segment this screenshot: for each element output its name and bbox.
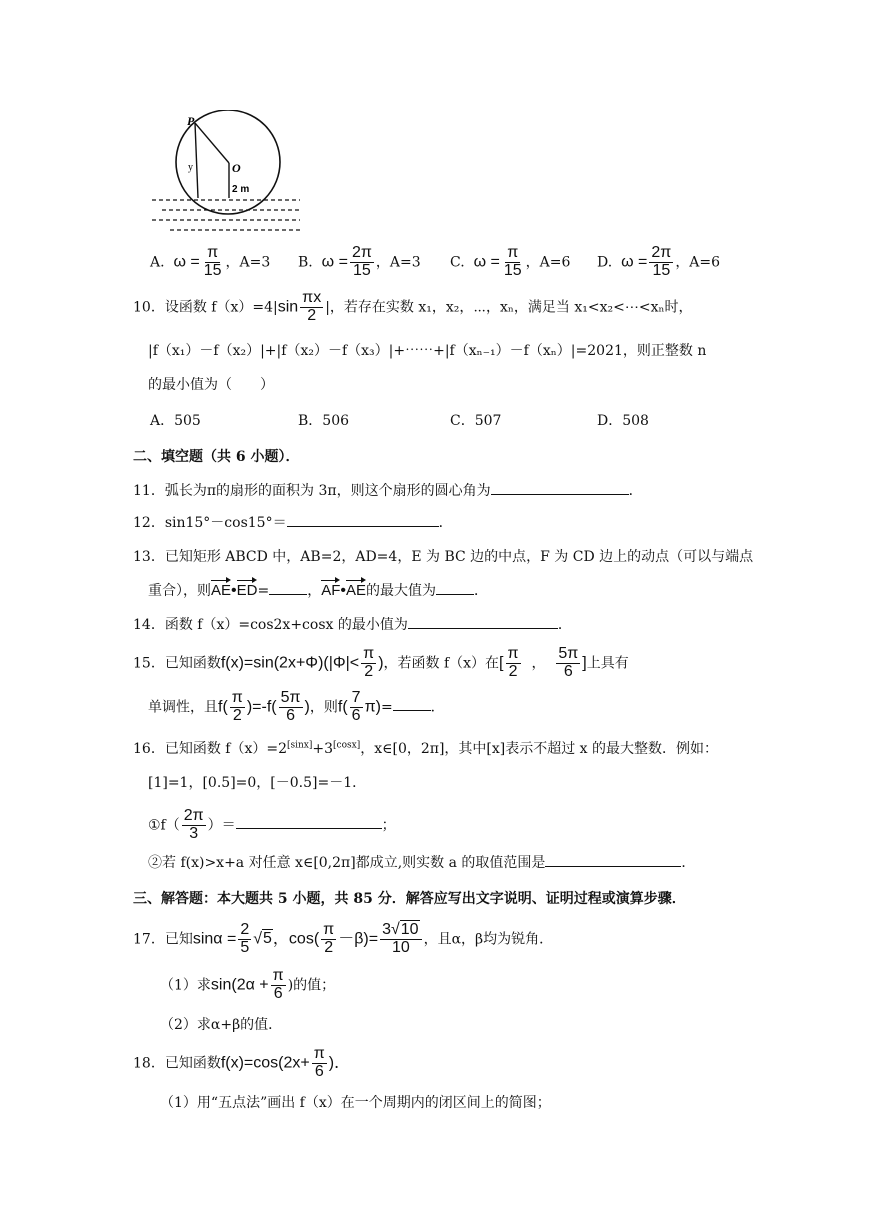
q16-answer-blank-2[interactable] xyxy=(545,852,681,867)
q18-part1: （1）用“五点法”画出 f（x）在一个周期内的闭区间上的简图； xyxy=(160,1095,551,1111)
q15-line1: 15．已知函数f(x)=sin(2x+Φ)(|Φ|< $\frac{\pi}{2}$ )，若函数 f（x）在[ $\frac{\pi}{2}$ ， $\frac{5\pi}{6}$ ]上具有 xyxy=(133,645,629,680)
q9-option-d[interactable]: D. ω = $\frac{2\pi}{15}$ ，A=6 xyxy=(597,244,721,279)
q10-line3: 的最小值为（ ） xyxy=(148,377,274,393)
q18-stem: 18．已知函数f(x)=cos(2x+ $\frac{\pi}{6}$ )． xyxy=(133,1045,351,1080)
ferris-wheel-figure xyxy=(140,110,310,235)
section3-heading: 三、解答题：本大题共 5 小题，共 85 分．解答应写出文字说明、证明过程或演算步骤． xyxy=(133,891,686,907)
section2-heading: 二、填空题（共 6 小题）． xyxy=(133,449,300,465)
q16-answer-blank-1[interactable] xyxy=(236,814,382,829)
q14-answer-blank[interactable] xyxy=(408,614,558,629)
q15-answer-blank[interactable] xyxy=(393,696,431,711)
y-label: y xyxy=(188,162,193,173)
q15-line2: 单调性，且f( $\frac{\pi}{2}$ )=-f( $\frac{5\pi}{6}$ )，则f( $\frac{7}{6}$ π)= ． xyxy=(148,689,445,724)
q16-line2: [1]=1，[0.5]=0，[－0.5]=－1． xyxy=(148,775,367,791)
q13-answer-blank-1[interactable] xyxy=(269,580,307,595)
point-o-label: O xyxy=(232,161,241,175)
q10-option-a[interactable]: A．505 xyxy=(150,413,201,429)
q9-option-a[interactable]: A. ω = $\frac{\pi}{15}$ ，A=3 xyxy=(150,244,271,279)
q11: 11．弧长为π的扇形的面积为 3π，则这个扇形的圆心角为 ． xyxy=(133,480,643,500)
q17-part1: （1）求sin(2α + $\frac{\pi}{6}$ )的值； xyxy=(160,967,336,1002)
q10-option-b[interactable]: B．506 xyxy=(298,413,350,429)
q17-stem: 17．已知sinα = $\frac{2}{5}$ √5，cos( $\frac{\pi}{2}$ －β)= $\frac{3√10}{10}$ ，且α，β均为锐角． xyxy=(133,921,554,956)
q13-line2: 重合），则AE•ED= ，AF•AE的最大值为 ． xyxy=(148,578,488,600)
q12: 12．sin15°－cos15°＝ ． xyxy=(133,512,453,532)
q14: 14．函数 f（x）=cos2x+cosx 的最小值为 ． xyxy=(133,614,572,634)
q9-option-b[interactable]: B. ω = $\frac{2\pi}{15}$ ，A=3 xyxy=(298,244,421,279)
q10-line1: 10．设函数 f（x）=4|sin $\frac{\pi x}{2}$ |，若存在实数 x₁，x₂，⋯，xₙ，满足当 x₁<x₂<⋯<xₙ时， xyxy=(133,289,693,324)
q16-sub2: ②若 f(x)>x+a 对任意 x∈[0,2π]都成立,则实数 a 的取值范围是 ． xyxy=(148,852,695,872)
q13-line1: 13．已知矩形 ABCD 中，AB=2，AD=4，E 为 BC 边的中点，F 为 CD 边上的动点（可以与端点 xyxy=(133,549,754,565)
q12-answer-blank[interactable] xyxy=(287,512,439,527)
height-label: 2 m xyxy=(232,184,250,195)
point-p-label: P xyxy=(187,114,195,128)
q16-line1: 16．已知函数 f（x）=2[sinx]+3[cosx]，x∈[0，2π]，其中[x]表示不超过 x 的最大整数．例如： xyxy=(133,740,719,757)
q10-option-c[interactable]: C．507 xyxy=(450,413,502,429)
q17-part2: （2）求α+β的值． xyxy=(160,1017,283,1033)
q13-answer-blank-2[interactable] xyxy=(436,580,474,595)
q10-line2: |f（x₁）－f（x₂）|+|f（x₂）－f（x₃）|+⋯⋯+|f（xₙ₋₁）－f（xₙ）|=2021，则正整数 n xyxy=(148,343,707,359)
q10-option-d[interactable]: D．508 xyxy=(597,413,649,429)
q11-answer-blank[interactable] xyxy=(491,480,629,495)
q9-option-c[interactable]: C. ω = $\frac{\pi}{15}$ ，A=6 xyxy=(450,244,571,279)
q16-sub1: ①f（ $\frac{2\pi}{3}$ ）＝ ； xyxy=(148,807,396,842)
